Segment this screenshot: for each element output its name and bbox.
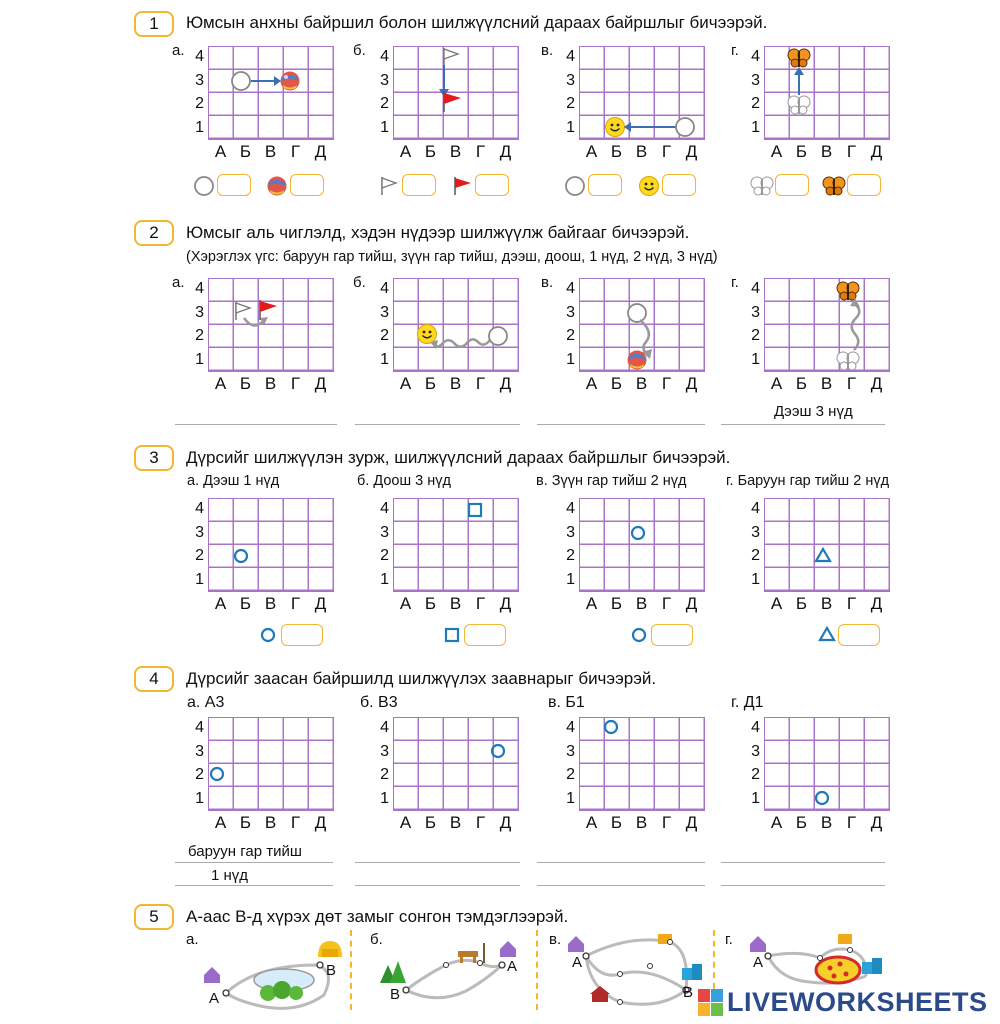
divider: [350, 930, 352, 1010]
part-label: а.: [172, 42, 185, 59]
answer-line[interactable]: [175, 424, 337, 425]
answer-box[interactable]: [775, 174, 809, 196]
answer-line[interactable]: [721, 885, 885, 886]
col-labels: А Б В Г Д: [214, 374, 327, 393]
watermark-text: LIVEWORKSHEETS: [727, 987, 988, 1017]
coordinate-grid: [208, 717, 334, 811]
ball-icon: [266, 175, 288, 197]
point-a-label: А: [209, 990, 220, 1007]
row-labels: 4 3 2 1: [751, 280, 760, 368]
coordinate-grid: [579, 498, 705, 592]
task-number-3: 3: [134, 445, 174, 471]
answer-line[interactable]: [355, 862, 520, 863]
coordinate-grid: [393, 717, 519, 811]
coordinate-grid: [208, 278, 334, 372]
row-labels: 4 3 2 1: [195, 48, 204, 136]
row-labels: 4 3 2 1: [566, 719, 575, 807]
col-labels: А Б В Г Д: [399, 142, 512, 161]
flag-outline-icon: [378, 175, 400, 197]
square-shape-icon: [444, 627, 460, 643]
task-title-4: Дүрсийг заасан байршилд шилжүүлэх заавнарыг бичээрэй.: [186, 669, 657, 688]
point-b-label: В: [683, 984, 694, 1001]
coordinate-grid: [764, 498, 890, 592]
task-title-5: А-аас В-д хүрэх дөт замыг сонгон тэмдэглээрэй.: [186, 907, 569, 926]
col-labels: А Б В Г Д: [399, 813, 512, 832]
part-label: б.: [370, 931, 383, 948]
arrow-left-icon: [623, 121, 677, 133]
part-instruction: в. Зүүн гар тийш 2 нүд: [536, 473, 687, 489]
answer-line[interactable]: [721, 862, 885, 863]
part-instruction: б. Доош 3 нүд: [357, 473, 451, 489]
answer-line[interactable]: [175, 862, 333, 863]
circle-shape-icon: [814, 790, 830, 806]
circle-icon: [674, 116, 696, 138]
row-labels: 4 3 2 1: [195, 500, 204, 588]
part-label: а.: [172, 274, 185, 291]
task-hint-2: (Хэрэглэх үгс: баруун гар тийш, зүүн гар тийш, дээш, доош, 1 нүд, 2 нүд, 3 нүд): [186, 249, 718, 265]
answer-box[interactable]: [847, 174, 881, 196]
col-labels: А Б В Г Д: [770, 374, 883, 393]
triangle-shape-icon: [818, 626, 836, 642]
part-label: б.: [353, 42, 366, 59]
row-labels: 4 3 2 1: [380, 500, 389, 588]
circle-shape-icon: [260, 627, 276, 643]
answer-line[interactable]: [355, 885, 520, 886]
col-labels: А Б В Г Д: [214, 594, 327, 613]
coordinate-grid: [579, 717, 705, 811]
answer-line[interactable]: [355, 424, 520, 425]
route-map: [560, 930, 710, 1015]
coordinate-grid: [393, 498, 519, 592]
row-labels: 4 3 2 1: [380, 280, 389, 368]
col-labels: А Б В Г Д: [399, 374, 512, 393]
smiley-icon: [638, 175, 660, 197]
col-labels: А Б В Г Д: [585, 813, 698, 832]
answer-box[interactable]: [662, 174, 696, 196]
task-title-1: Юмсын анхны байршил болон шилжүүлсний дараах байршлыг бичээрэй.: [186, 13, 768, 32]
red-flag-icon: [451, 175, 473, 197]
answer-text: баруун гар тийш: [188, 843, 302, 860]
part-label: в.: [541, 42, 554, 59]
part-target: а. А3: [187, 694, 225, 711]
col-labels: А Б В Г Д: [399, 594, 512, 613]
circle-icon: [564, 175, 586, 197]
butterfly-outline-icon: [750, 175, 774, 197]
task-number-1: 1: [134, 11, 174, 37]
circle-shape-icon: [209, 766, 225, 782]
part-instruction: а. Дээш 1 нүд: [187, 473, 280, 489]
square-shape-icon: [467, 502, 483, 518]
part-target: г. Д1: [731, 694, 764, 711]
red-flag-icon: [256, 298, 280, 322]
col-labels: А Б В Г Д: [214, 142, 327, 161]
answer-box[interactable]: [651, 624, 693, 646]
task-number-5: 5: [134, 904, 174, 930]
part-label: г.: [731, 42, 739, 59]
answer-box[interactable]: [402, 174, 436, 196]
part-label: г.: [725, 931, 733, 948]
coordinate-grid: [208, 46, 334, 140]
point-a-label: А: [572, 954, 583, 971]
part-label: г.: [731, 274, 739, 291]
ball-icon: [279, 70, 301, 92]
circle-shape-icon: [490, 743, 506, 759]
row-labels: 4 3 2 1: [751, 500, 760, 588]
col-labels: А Б В Г Д: [585, 142, 698, 161]
answer-box[interactable]: [838, 624, 880, 646]
divider: [536, 930, 538, 1010]
coordinate-grid: [764, 278, 890, 372]
col-labels: А Б В Г Д: [585, 374, 698, 393]
answer-line[interactable]: [175, 885, 333, 886]
circle-shape-icon: [603, 719, 619, 735]
row-labels: 4 3 2 1: [380, 48, 389, 136]
circle-icon: [193, 175, 215, 197]
circle-shape-icon: [631, 627, 647, 643]
answer-text: 1 нүд: [211, 867, 249, 884]
row-labels: 4 3 2 1: [195, 719, 204, 807]
arrow-up-icon: [793, 66, 805, 96]
wavy-arrow-icon: [428, 336, 494, 352]
circle-icon: [230, 70, 252, 92]
liveworksheets-logo-icon: [698, 989, 724, 1017]
answer-line[interactable]: [537, 862, 705, 863]
task-number-4: 4: [134, 666, 174, 692]
ball-icon: [626, 349, 648, 371]
part-label: в.: [541, 274, 554, 291]
task-title-2: Юмсыг аль чиглэлд, хэдэн нүдээр шилжүүлж байгааг бичээрэй.: [186, 223, 690, 242]
answer-line[interactable]: [537, 885, 705, 886]
answer-box[interactable]: [217, 174, 251, 196]
coordinate-grid: [208, 498, 334, 592]
row-labels: 4 3 2 1: [566, 500, 575, 588]
part-label: а.: [186, 931, 199, 948]
answer-box[interactable]: [290, 174, 324, 196]
row-labels: 4 3 2 1: [566, 280, 575, 368]
answer-line[interactable]: [721, 424, 885, 425]
butterfly-outline-icon: [836, 350, 860, 372]
route-map: [376, 935, 531, 1015]
coordinate-grid: [764, 46, 890, 140]
part-label: б.: [353, 274, 366, 291]
triangle-shape-icon: [814, 547, 832, 563]
butterfly-icon: [822, 175, 846, 197]
row-labels: 4 3 2 1: [380, 719, 389, 807]
point-a-label: А: [507, 958, 518, 975]
row-labels: 4 3 2 1: [566, 48, 575, 136]
point-b-label: В: [326, 962, 337, 979]
task-title-3: Дүрсийг шилжүүлэн зурж, шилжүүлсний дараах байршлыг бичээрэй.: [186, 448, 731, 467]
point-a-label: А: [753, 954, 764, 971]
part-target: б. В3: [360, 694, 398, 711]
answer-box[interactable]: [475, 174, 509, 196]
circle-shape-icon: [630, 525, 646, 541]
circle-icon: [487, 325, 509, 347]
part-label: в.: [549, 931, 562, 948]
part-instruction: г. Баруун гар тийш 2 нүд: [726, 473, 890, 489]
answer-box[interactable]: [588, 174, 622, 196]
butterfly-outline-icon: [787, 94, 811, 116]
circle-shape-icon: [233, 548, 249, 564]
col-labels: А Б В Г Д: [770, 142, 883, 161]
col-labels: А Б В Г Д: [214, 813, 327, 832]
col-labels: А Б В Г Д: [770, 594, 883, 613]
row-labels: 4 3 2 1: [195, 280, 204, 368]
red-flag-icon: [440, 90, 464, 114]
answer-box[interactable]: [464, 624, 506, 646]
answer-line[interactable]: [537, 424, 705, 425]
answer-text: Дээш 3 нүд: [774, 403, 853, 420]
arrow-right-icon: [250, 75, 282, 87]
point-b-label: В: [390, 986, 401, 1003]
task-number-2: 2: [134, 220, 174, 246]
col-labels: А Б В Г Д: [770, 813, 883, 832]
col-labels: А Б В Г Д: [585, 594, 698, 613]
row-labels: 4 3 2 1: [751, 719, 760, 807]
wavy-arrow-up-icon: [846, 298, 866, 352]
part-target: в. Б1: [548, 694, 585, 711]
row-labels: 4 3 2 1: [751, 48, 760, 136]
answer-box[interactable]: [281, 624, 323, 646]
